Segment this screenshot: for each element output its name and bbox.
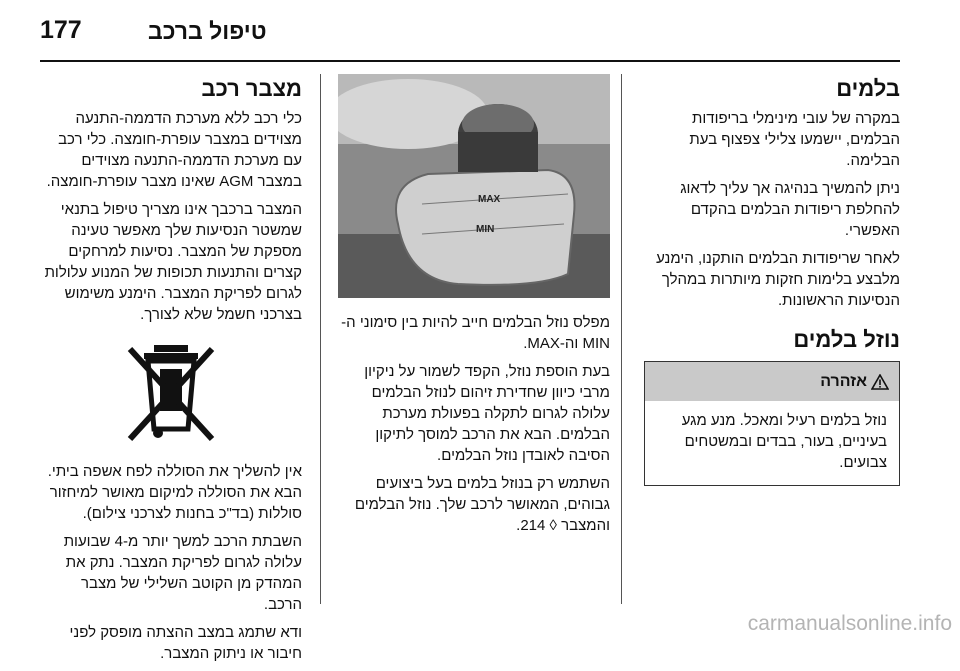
warning-header (645, 362, 899, 401)
page-header (40, 14, 900, 54)
paragraph: בעת הוספת נוזל, הקפד לשמור על ניקיון מרבי כיוון שחדירת זיהום לנוזל הבלמים עלולה לגרום לתקלה בפעולת מערכת הבלמים. הבא את הרכב למוסך לתיקון הסיבה לאובדן נוזל הבלמים. (364, 363, 610, 464)
heading-battery: מצבר רכב (201, 76, 302, 101)
page-title: טיפול ברכב (148, 18, 267, 44)
paragraph: השתמש רק בנוזל בלמים בעל ביצועים גבוהים, המאושר לרכב שלך. נוזל הבלמים והמצבר ◊ 214. (354, 475, 610, 534)
column-divider-left (320, 74, 321, 604)
column-brake-fluid (338, 74, 610, 543)
paragraph: ודא שתמג במצב ההצתה מופסק לפני חיבור או ניתוק המצבר. (69, 624, 302, 662)
watermark: carmanualsonline.info (747, 612, 952, 635)
brake-fluid-reservoir-photo (338, 74, 610, 298)
page-number: 177 (40, 16, 82, 44)
max-mark-label: MAX (478, 194, 501, 205)
heading-brakes: בלמים (836, 76, 900, 101)
paragraph: המצבר ברכבך אינו מצריך טיפול בתנאי שמשטר הנסיעות שלך מאפשר טעינה מספקת של המצבר. נסיעות למרחקים קצרים והתנעות תכופות של המנוע עלולות לגרום לפריקת המצבר. הימנע משימוש בצרכני חשמל שלא לצורך. (44, 201, 302, 323)
warning-box (644, 361, 900, 486)
paragraph: ניתן להמשיך בנהיגה אך עליך לדאוג להחלפת ריפודות הבלמים בהקדם האפשרי. (680, 180, 900, 239)
min-mark-label: MIN (476, 224, 495, 235)
paragraph: מפלס נוזל הבלמים חייב להיות בין סימוני ה-MIN וה-MAX. (341, 314, 610, 352)
column-divider-right (621, 74, 622, 604)
paragraph: השבתת הרכב למשך יותר מ-4 שבועות עלולה לגרום לפריקת המצבר. נתק את המהדק מן הקוטב השלילי של מצבר הרכב. (63, 533, 302, 613)
column-battery (40, 74, 302, 671)
heading-brake-fluid: נוזל בלמים (793, 327, 900, 352)
paragraph: במקרה של עובי מינימלי בריפודות הבלמים, יישמעו צלילי צפצוף בעת הבלימה. (689, 110, 900, 169)
warning-title: אזהרה (820, 373, 867, 390)
crossed-bin-recycling-icon (116, 335, 226, 445)
header-rule (40, 60, 900, 62)
paragraph: אין להשליך את הסוללה לפח אשפה ביתי. הבא את הסוללה למיקום מאושר למיחזור סוללות (בד"כ בחנות לצרכני צילום). (47, 463, 302, 522)
paragraph: לאחר שריפודות הבלמים הותקנו, הימנע מלבצע בלימות חזקות מיותרות במהלך הנסיעות הראשונות. (656, 250, 900, 309)
warning-triangle-icon (871, 374, 889, 390)
column-brakes (644, 74, 900, 486)
warning-text: נוזל בלמים רעיל ומאכל. מנע מגע בעיניים, בעור, בבדים ובמשטחים צבועים. (681, 412, 887, 471)
paragraph: כלי רכב ללא מערכת הדממה-התנעה מצוידים במצבר עופרת-חומצה. כלי רכב עם מערכת הדממה-התנעה מצוידים במצבר AGM שאינו מצבר עופרת-חומצה. (46, 110, 302, 190)
